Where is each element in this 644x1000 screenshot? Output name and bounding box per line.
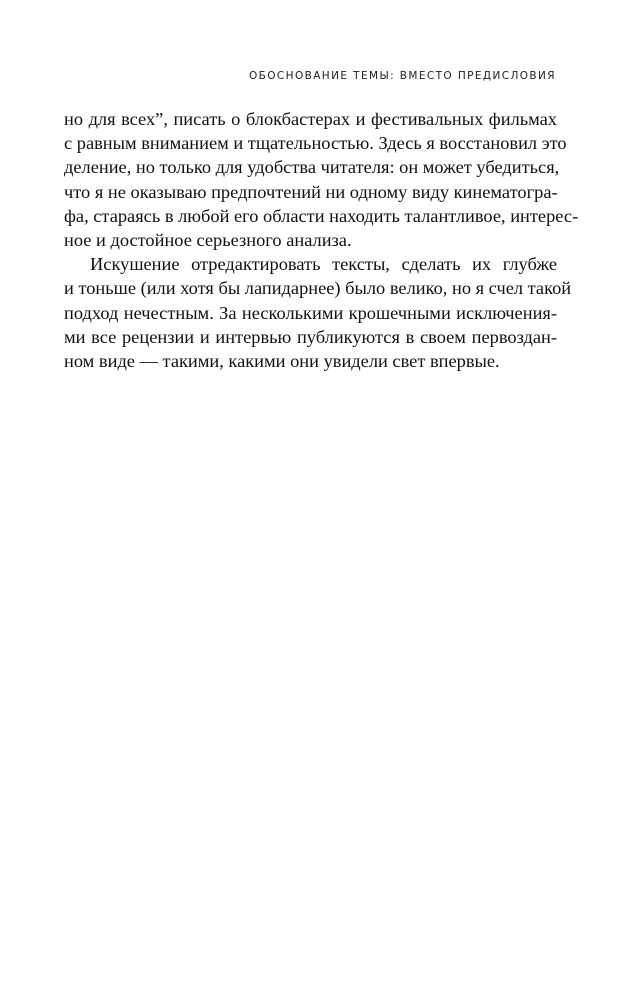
text-line: с равным вниманием и тщательностью. Здесь я восстановил это — [64, 133, 567, 154]
paragraph-1 — [64, 107, 579, 252]
text-line: ное и достойное серьезного анализа. — [64, 229, 352, 250]
text-line: фа, стараясь в любой его области находить талантливое, интерес- — [64, 205, 579, 226]
body-text — [64, 107, 579, 373]
text-line: но для всех”, писать о блокбастерах и фестивальных фильмах — [64, 109, 557, 129]
text-line: деление, но только для удобства читателя: он может убедиться, — [64, 157, 560, 178]
running-head: ОБОСНОВАНИЕ ТЕМЫ: ВМЕСТО ПРЕДИСЛОВИЯ — [249, 70, 556, 82]
text-line: и тоньше (или хотя бы лапидарнее) было велико, но я счел такой — [64, 278, 572, 299]
text-line: подход нечестным. За несколькими крошечными исключения- — [64, 302, 557, 323]
text-line: что я не оказываю предпочтений ни одному виду кинематогра- — [64, 181, 558, 202]
text-line: ном виде — такими, какими они увидели свет впервые. — [64, 350, 500, 371]
text-line: Искушение отредактировать тексты, сделать их глубже — [90, 254, 557, 275]
text-line: ми все рецензии и интервью публикуются в своем первоздан- — [64, 326, 557, 347]
paragraph-2 — [64, 252, 572, 373]
